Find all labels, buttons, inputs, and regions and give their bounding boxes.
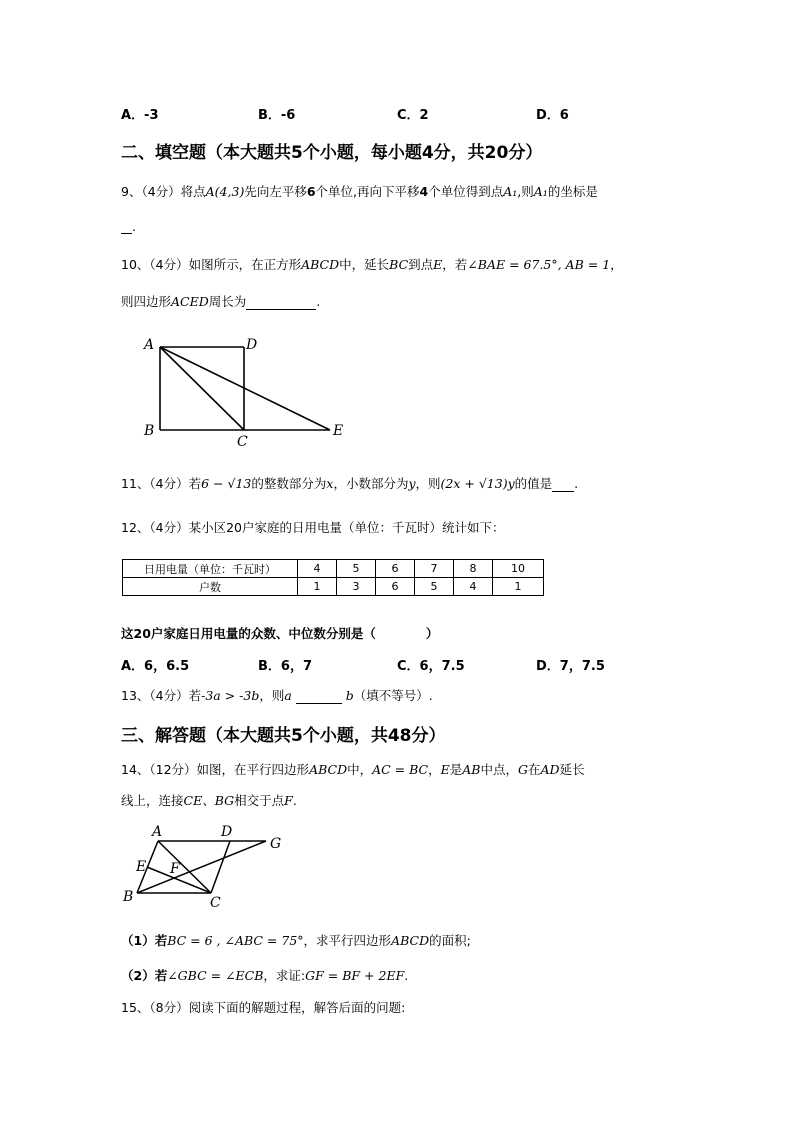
q13-answer-blank[interactable] (296, 689, 342, 704)
q11-line (121, 474, 578, 492)
q12-option-b: B．6，7 (258, 659, 312, 674)
q14-text-g: 延长 (559, 762, 585, 777)
q14-part2-a: （2）若 (121, 968, 168, 983)
section3-title: 三、解答题（本大题共5个小题，共48分） (121, 726, 446, 746)
q14-condition: AC = BC (372, 762, 429, 777)
q11-text-c: ，小数部分为 (333, 476, 409, 491)
q9-text-d: 个单位得到点 (428, 184, 504, 199)
q10-line2-b: 周长为 (208, 294, 247, 309)
q14-figure (118, 820, 298, 910)
q13-condition: -3a > -3b (201, 688, 260, 703)
table-cell: 4 (298, 560, 337, 578)
q14-text-d: 是 (449, 762, 463, 777)
q14-part1-b: ，求平行四边形 (303, 933, 392, 948)
q15-text: 15、（8分）阅读下面的解题过程，解答后面的问题: (121, 1000, 406, 1015)
q11-end: . (574, 476, 579, 491)
q9-text-a: 9、（4分）将点 (121, 184, 206, 199)
q11-y: y (408, 476, 416, 491)
table-cell: 6 (376, 578, 415, 596)
q13-text-a: 13、（4分）若 (121, 688, 202, 703)
fig2-label-a: A (152, 824, 163, 840)
q10-text-e: ， (610, 257, 623, 272)
q14-part1-c: 的面积; (429, 933, 471, 948)
table-cell: 6 (376, 560, 415, 578)
q10-line1 (121, 255, 623, 273)
q11-text-d: ，则 (415, 476, 441, 491)
q10-line2 (121, 292, 320, 310)
q13-a: a (284, 688, 292, 703)
table-cell: 7 (415, 560, 454, 578)
q14-line1 (121, 760, 585, 778)
q14-text-e: 中点， (480, 762, 518, 777)
q13-b: b (345, 688, 354, 703)
table-header-households: 户数 (123, 578, 298, 596)
q14-text-a: 14、（12分）如图，在平行四边形 (121, 762, 310, 777)
q10-text-d: ，若 (442, 257, 468, 272)
q9-answer-blank[interactable] (121, 219, 132, 234)
q9-text-e: ,则 (517, 184, 534, 199)
q10-figure (138, 330, 358, 450)
q11-expr: 6 − √13 (201, 476, 252, 491)
q13-text-b: ，则 (259, 688, 285, 703)
table-cell: 3 (337, 578, 376, 596)
table-row (123, 578, 544, 596)
q9-num1: 6 (306, 184, 316, 199)
q12-option-d: D．7，7.5 (536, 659, 605, 674)
q9-text-b: 先向左平移 (244, 184, 307, 199)
table-cell: 5 (337, 560, 376, 578)
q13-text-c: （填不等号）. (353, 688, 433, 703)
fig1-label-b: B (144, 423, 155, 439)
q14-line2-a: 线上，连接 (121, 793, 184, 808)
q10-text-b: 中，延长 (339, 257, 390, 272)
q14-text-b: 中， (347, 762, 373, 777)
fig2-label-e: E (136, 859, 147, 875)
q11-text-e: 的值是 (514, 476, 553, 491)
q11-answer-blank[interactable] (552, 477, 574, 492)
q14-part1-condition: BC = 6 , ∠ABC = 75° (167, 933, 304, 948)
q9-a1b: A₁ (533, 184, 548, 199)
q14-text-f: 在 (528, 762, 541, 777)
q14-line2-b: 相交于点 (234, 793, 285, 808)
q14-g: G (518, 762, 528, 777)
section2-title: 二、填空题（本大题共5个小题，每小题4分，共20分） (121, 143, 543, 163)
q12-text: 12、（4分）某小区20户家庭的日用电量（单位：千瓦时）统计如下： (121, 520, 505, 535)
table-cell: 1 (493, 578, 544, 596)
q10-text-c: 到点 (408, 257, 434, 272)
q9-num2: 4 (419, 184, 429, 199)
q9-line1 (121, 182, 598, 200)
q14-part1-a: （1）若 (121, 933, 168, 948)
q8-option-c: C．2 (397, 108, 429, 123)
q14-part2 (121, 966, 408, 984)
table-cell: 4 (454, 578, 493, 596)
fig1-label-d: D (246, 337, 258, 353)
q14-abcd: ABCD (309, 762, 348, 777)
q14-ce-bg: CE、BG (183, 793, 235, 808)
fig2-label-f: F (170, 861, 180, 877)
q14-part1 (121, 931, 471, 949)
q10-line2-a: 则四边形 (121, 294, 172, 309)
q11-text-b: 的整数部分为 (251, 476, 327, 491)
q10-abcd: ABCD (301, 257, 340, 272)
q14-e: E (440, 762, 450, 777)
fig2-label-g: G (270, 836, 282, 852)
fig2-label-d: D (221, 824, 233, 840)
fig2-label-b: B (123, 889, 134, 905)
q13-line (121, 686, 433, 704)
q12-question: 这20户家庭日用电量的众数、中位数分别是（ ） (121, 626, 439, 641)
fig2-line-bg (137, 841, 266, 893)
q11-text-a: 11、（4分）若 (121, 476, 202, 491)
q10-answer-blank[interactable] (246, 295, 316, 310)
fig2-side-cd (211, 841, 230, 893)
table-cell: 8 (454, 560, 493, 578)
fig1-label-c: C (237, 434, 248, 450)
q14-part2-claim: GF = BF + 2EF (305, 968, 405, 983)
q9-text-f: 的坐标是 (547, 184, 598, 199)
q14-line2-end: . (292, 793, 297, 808)
q12-option-a: A．6，6.5 (121, 659, 190, 674)
q9-text-c: 个单位,再向下平移 (315, 184, 420, 199)
q10-bc: BC (389, 257, 409, 272)
table-header-usage: 日用电量（单位：千瓦时） (123, 560, 298, 578)
fig1-line-ae (160, 347, 330, 430)
q11-expr2: (2x + √13)y (440, 476, 515, 491)
q14-text-c: ， (428, 762, 441, 777)
table-cell: 1 (298, 578, 337, 596)
q10-end: . (316, 294, 321, 309)
q8-option-b: B．-6 (258, 108, 296, 123)
q10-aced: ACED (171, 294, 209, 309)
q10-condition: ∠BAE = 67.5°, AB = 1 (467, 257, 611, 272)
q9-a1: A₁ (503, 184, 518, 199)
fig2-label-c: C (210, 895, 221, 910)
q8-option-d: D．6 (536, 108, 569, 123)
q14-line2 (121, 791, 297, 809)
q12-data-table (122, 559, 544, 596)
q9-end: . (132, 219, 136, 234)
q10-e: E (433, 257, 443, 272)
q10-text-a: 10、（4分）如图所示，在正方形 (121, 257, 302, 272)
fig1-label-a: A (144, 337, 155, 353)
q14-part2-condition: ∠GBC = ∠ECB (167, 968, 264, 983)
q9-line2 (121, 219, 136, 234)
q9-point: A(4,3) (205, 184, 245, 199)
q14-ab: AB (462, 762, 481, 777)
fig1-diagonal-ac (160, 347, 244, 430)
q11-x: x (326, 476, 334, 491)
table-row (123, 560, 544, 578)
q14-f: F (284, 793, 293, 808)
q14-part2-b: ，求证: (263, 968, 306, 983)
q14-ad: AD (540, 762, 560, 777)
q14-part2-c: . (404, 968, 409, 983)
table-cell: 5 (415, 578, 454, 596)
q12-option-c: C．6，7.5 (397, 659, 465, 674)
fig1-label-e: E (333, 423, 344, 439)
q8-option-a: A．-3 (121, 108, 159, 123)
table-cell: 10 (493, 560, 544, 578)
q14-part1-abcd: ABCD (391, 933, 430, 948)
